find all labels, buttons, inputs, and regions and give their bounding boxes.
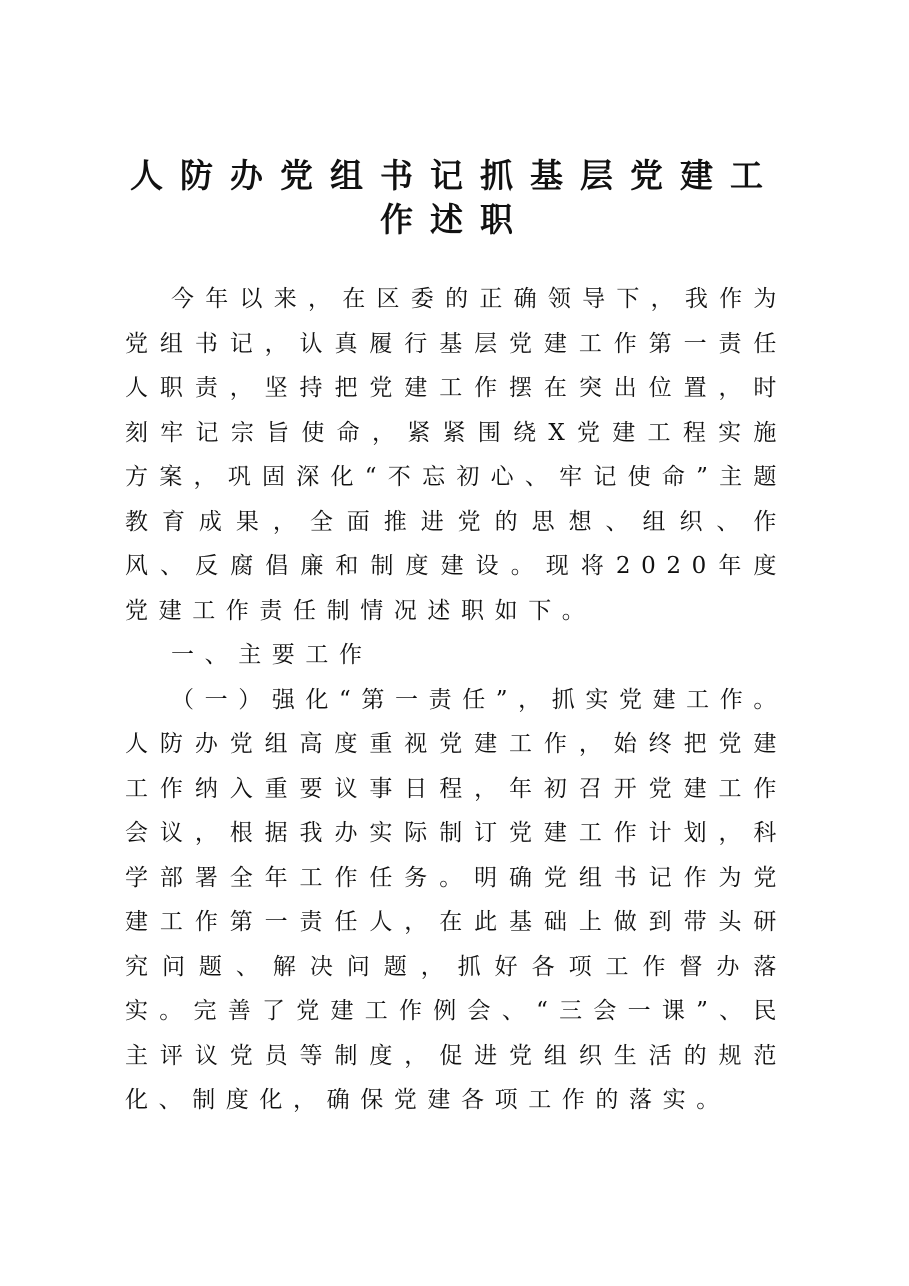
document-body (125, 277, 787, 1123)
intro-paragraph: 今年以来，在区委的正确领导下，我作为党组书记，认真履行基层党建工作第一责任人职责，坚持把党建工作摆在突出位置，时刻牢记宗旨使命，紧紧围绕X党建工程实施方案，巩固深化“不忘初心、牢记使命”主题教育成果，全面推进党的思想、组织、作风、反腐倡廉和制度建设。现将2020年度党建工作责任制情况述职如下。 (125, 286, 787, 624)
section-paragraph: （一）强化“第一责任”，抓实党建工作。人防办党组高度重视党建工作，始终把党建工作纳入重要议事日程，年初召开党建工作会议，根据我办实际制订党建工作计划，科学部署全年工作任务。明确党组书记作为党建工作第一责任人，在此基础上做到带头研究问题、解决问题，抓好各项工作督办落实。完善了党建工作例会、“三会一课”、民主评议党员等制度，促进党组织生活的规范化、制度化，确保党建各项工作的落实。 (125, 686, 787, 1113)
document-title-line-1: 人防办党组书记抓基层党建工 (130, 156, 780, 195)
document-title-line-2: 作述职 (380, 200, 530, 239)
section-heading: 一、主要工作 (171, 642, 373, 668)
